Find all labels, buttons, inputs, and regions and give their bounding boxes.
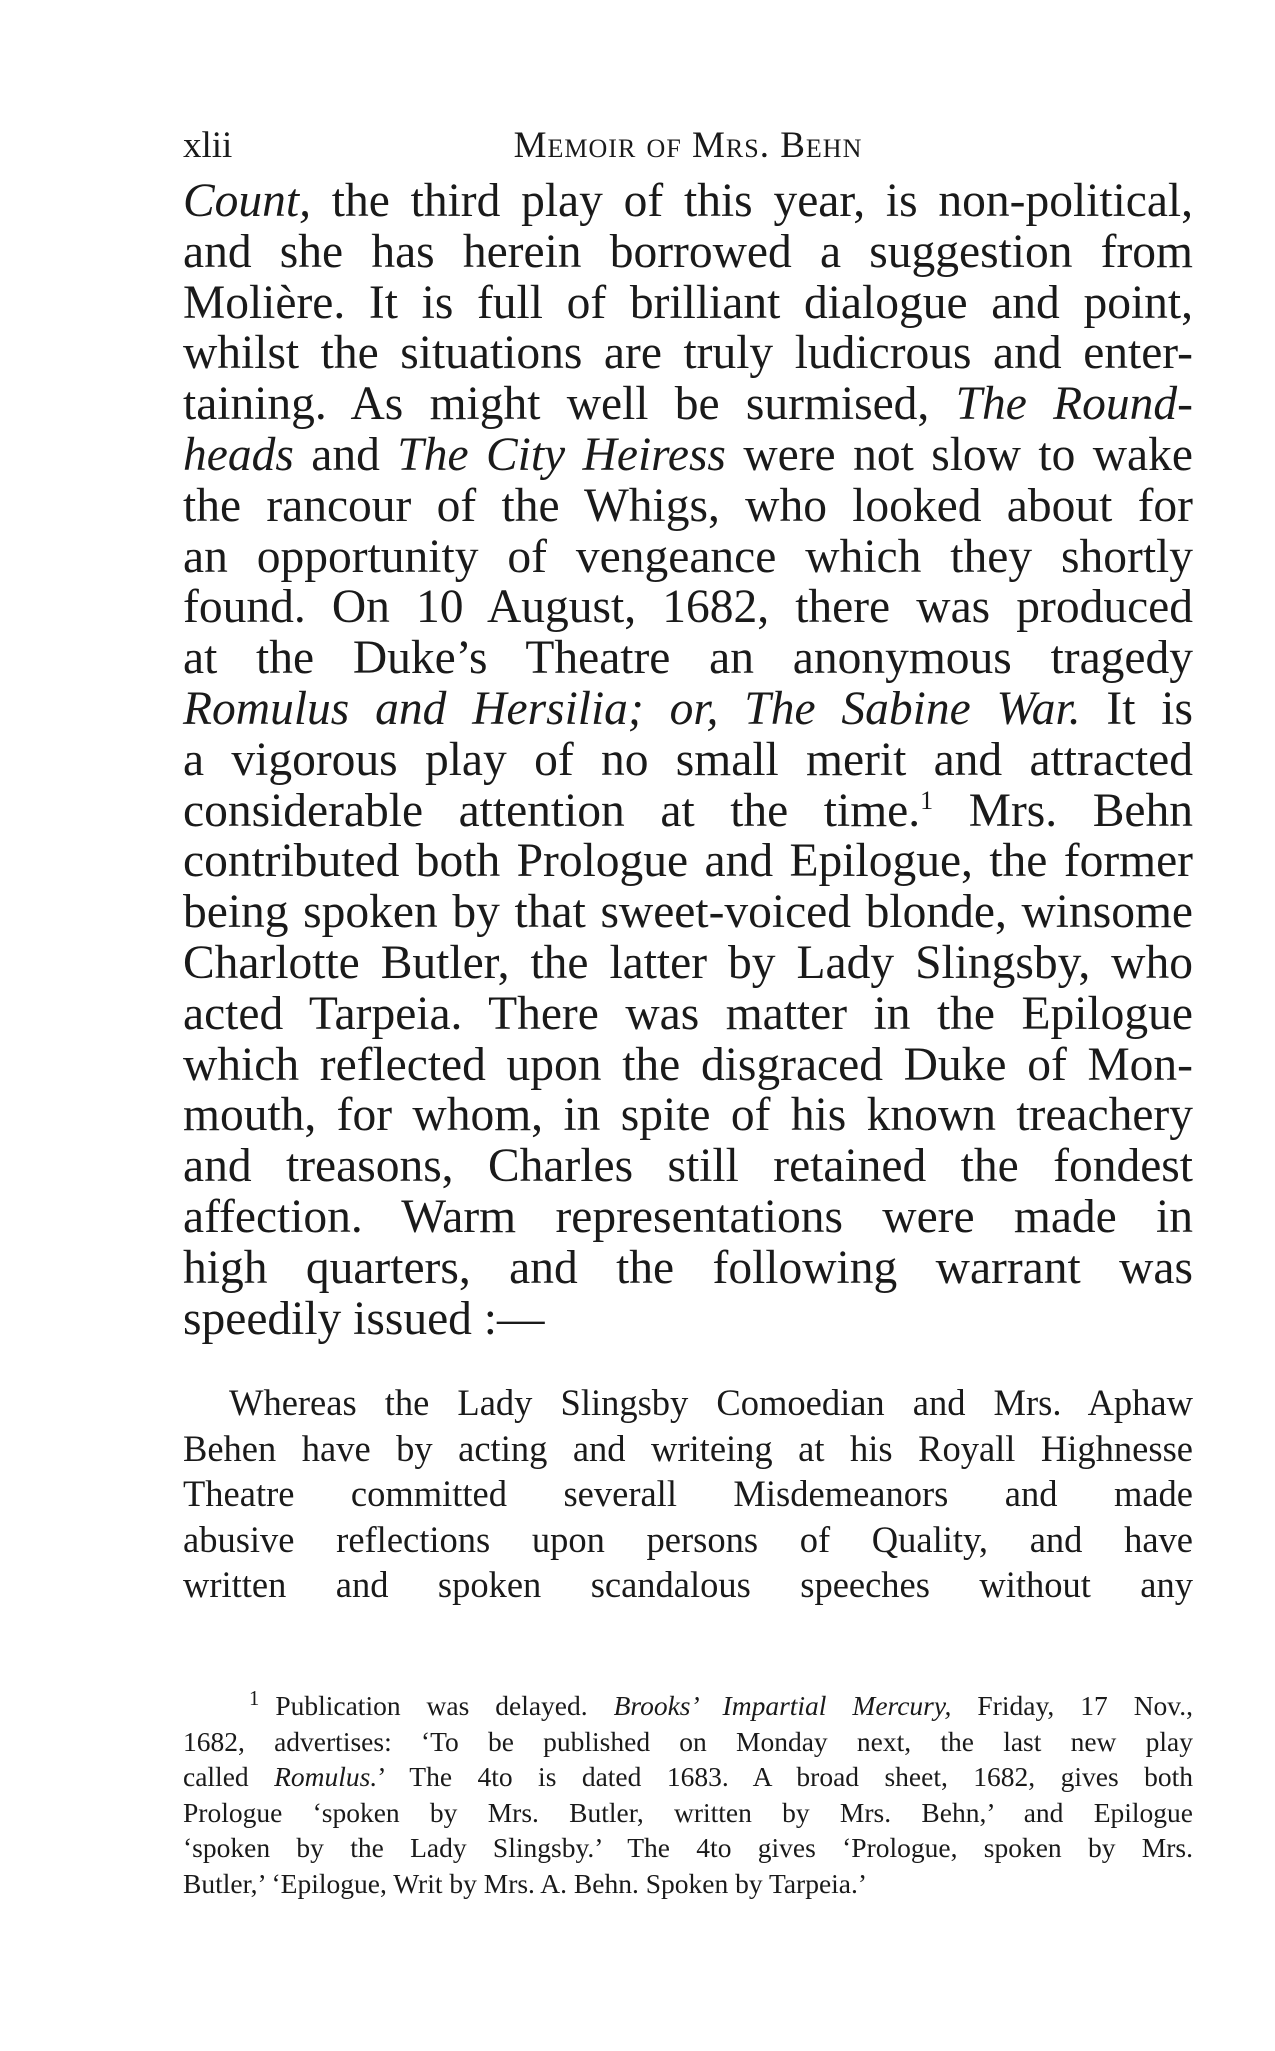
text-line	[183, 379, 1193, 430]
quote-line: Theatre committed severall Misdemeanors and made	[183, 1473, 1193, 1515]
page-number: xlii	[183, 125, 233, 166]
text-line: Charlotte Butler, the latter by Lady Slingsby, who	[183, 936, 1193, 989]
text-span: Mrs. Behn	[933, 784, 1194, 837]
footnote-line	[183, 1759, 1193, 1795]
quote-line: written and spoken scandalous speeches without any	[183, 1564, 1193, 1606]
italic-title: The Round-	[955, 378, 1193, 431]
text-line: contributed both Prologue and Epilogue, the former	[183, 835, 1193, 888]
text-span: called	[183, 1761, 275, 1792]
text-span: considerable attention at the time.	[183, 784, 921, 837]
text-line: Molière. It is full of brilliant dialogue and point,	[183, 276, 1193, 329]
footnote	[183, 1688, 1193, 1901]
text-line: a vigorous play of no small merit and attracted	[183, 733, 1193, 786]
quote-line: Behen have by acting and writeing at his Royall Highnesse	[183, 1427, 1193, 1469]
footnote-line: Prologue ‘spoken by Mrs. Butler, written by Mrs. Behn,’ and Epilogue	[183, 1796, 1193, 1828]
text-line: an opportunity of vengeance which they shortly	[183, 530, 1193, 583]
text-line	[183, 176, 1193, 227]
footnote-line: ‘spoken by the Lady Slingsby.’ The 4to gives ‘Prologue, spoken by Mrs.	[183, 1832, 1193, 1863]
text-span: Publication was delayed.	[275, 1690, 614, 1721]
page-header	[183, 122, 1193, 170]
italic-title: heads	[183, 428, 294, 481]
text-line	[183, 430, 1193, 481]
running-title: Memoir of Mrs. Behn	[513, 125, 863, 166]
text-line: at the Duke’s Theatre an anonymous tragedy	[183, 632, 1193, 685]
text-span: taining. As might well be surmised,	[183, 378, 956, 431]
text-line: found. On 10 August, 1682, there was produced	[183, 581, 1193, 634]
text-line: being spoken by that sweet-voiced blonde, winsome	[183, 886, 1193, 939]
text-line	[183, 786, 1193, 837]
footnote-reference: 1	[920, 785, 934, 815]
text-line: affection. Warm representations were made in	[183, 1190, 1193, 1243]
text-line	[183, 684, 1193, 735]
footnote-line: Butler,’ ‘Epilogue, Writ by Mrs. A. Behn. Spoken by Tarpeia.’	[183, 1867, 868, 1899]
quote-line: abusive reflections upon persons of Quality, and have	[183, 1518, 1193, 1560]
text-line: and she has herein borrowed a suggestion from	[183, 225, 1193, 278]
warrant-quotation	[183, 1380, 1193, 1608]
text-span: It is	[1080, 682, 1193, 735]
text-span: the third play of this year, is non-political,	[311, 175, 1193, 227]
italic-title: Count,	[183, 175, 312, 227]
italic-title: Brooks’ Impartial Mercury,	[613, 1690, 952, 1721]
text-line: which reflected upon the disgraced Duke of Mon-	[183, 1038, 1193, 1091]
text-line: speedily issued :—	[183, 1292, 545, 1345]
quote-line: Whereas the Lady Slingsby Comoedian and Mrs. Aphaw	[229, 1382, 1193, 1423]
italic-title: Romulus.	[274, 1761, 378, 1792]
text-line: the rancour of the Whigs, who looked about for	[183, 479, 1193, 532]
text-line: high quarters, and the following warrant was	[183, 1241, 1193, 1294]
text-line: acted Tarpeia. There was matter in the Epilogue	[183, 987, 1193, 1040]
footnote-line	[183, 1688, 1193, 1724]
italic-title: The City Heiress	[397, 428, 726, 481]
text-span: and	[293, 428, 398, 481]
text-line: mouth, for whom, in spite of his known treachery	[183, 1089, 1193, 1142]
text-line: whilst the situations are truly ludicrous and enter-	[183, 327, 1193, 380]
footnote-line: 1682, advertises: ‘To be published on Monday next, the last new play	[183, 1725, 1193, 1757]
footnote-marker: 1	[249, 1687, 260, 1710]
text-line: and treasons, Charles still retained the fondest	[183, 1140, 1193, 1193]
text-span: were not slow to wake	[725, 428, 1193, 481]
text-span: ’ The 4to is dated 1683. A broad sheet, 1682, gives both	[377, 1761, 1193, 1792]
text-span: Friday, 17 Nov.,	[951, 1690, 1194, 1721]
main-paragraph	[183, 176, 1193, 1344]
italic-title: Romulus and Hersilia; or, The Sabine War.	[183, 682, 1081, 735]
